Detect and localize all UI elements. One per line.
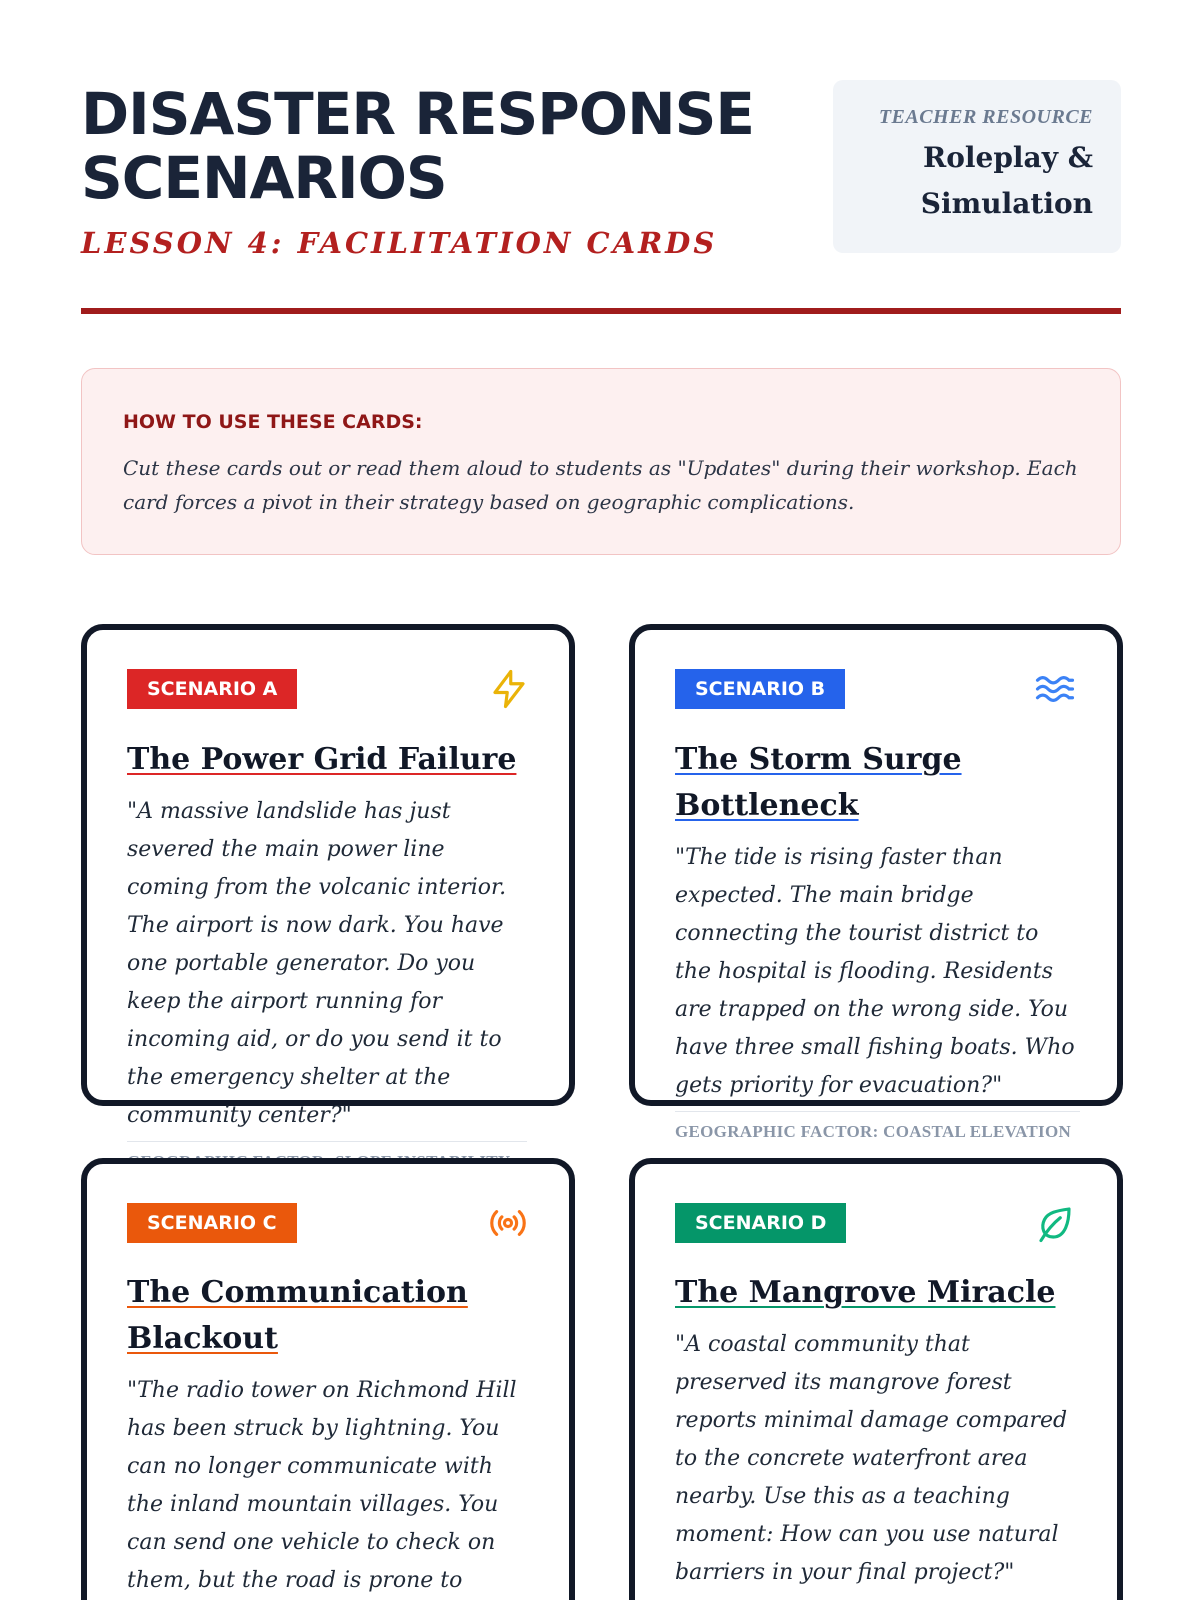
scenario-tag-d: SCENARIO D	[675, 1203, 846, 1243]
waves-icon	[1034, 668, 1076, 710]
scenario-tag-a: SCENARIO A	[127, 669, 297, 709]
scenario-quote-a: "A massive landslide has just severed the main power line coming from the volcanic interior. The airport is now dark. You have one portable generator. Do you keep the airport running for incoming aid, or do you send it to the emergency shelter at the community center?"	[127, 799, 507, 1128]
lesson-subtitle: LESSON 4: FACILITATION CARDS	[81, 226, 718, 260]
instructions-heading: HOW TO USE THESE CARDS:	[123, 411, 423, 433]
instructions-box	[81, 368, 1121, 555]
scenario-quote-d: "A coastal community that preserved its mangrove forest reports minimal damage compared to the concrete waterfront area nearby. Use this as a teaching moment: How can you use natural barriers in your final project?"	[675, 1332, 1068, 1585]
scenario-title-b: The Storm Surge Bottleneck	[675, 742, 962, 823]
scenario-quote-b: "The tide is rising faster than expected. The main bridge connecting the tourist district to the hospital is flooding. Residents are trapped on the wrong side. You have three small fishing boats. Who gets priority for evacuation?"	[675, 845, 1075, 1098]
scenario-body-b	[675, 737, 1080, 1142]
teacher-resource-box	[833, 80, 1121, 253]
resource-label: TEACHER RESOURCE	[878, 106, 1093, 128]
scenario-body-a	[127, 737, 527, 1172]
scenario-quote-c: "The radio tower on Richmond Hill has been struck by lightning. You can no longer communicate with the inland mountain villages. You can send one vehicle to check on them, but the road is prone to	[127, 1378, 517, 1593]
lightning-icon	[488, 668, 530, 710]
geographic-factor-b: GEOGRAPHIC FACTOR: COASTAL ELEVATION	[675, 1111, 1080, 1142]
broadcast-icon	[487, 1202, 529, 1244]
scenario-tag-c: SCENARIO C	[127, 1203, 297, 1243]
scenario-title-c: The Communication Blackout	[127, 1275, 468, 1356]
scenario-body-c	[127, 1270, 532, 1600]
resource-title: Roleplay & Simulation	[920, 141, 1093, 220]
scenario-title-d: The Mangrove Miracle	[675, 1275, 1056, 1310]
instructions-text: Cut these cards out or read them aloud to students as "Updates" during their workshop. Each card forces a pivot in their strategy based on geographic complications.	[123, 456, 1078, 514]
header-divider	[81, 308, 1121, 314]
scenario-title-a: The Power Grid Failure	[127, 742, 517, 777]
scenario-body-d	[675, 1270, 1080, 1592]
leaf-icon	[1034, 1202, 1076, 1244]
scenario-tag-b: SCENARIO B	[675, 669, 845, 709]
page-title: DISASTER RESPONSE SCENARIOS	[81, 80, 754, 212]
